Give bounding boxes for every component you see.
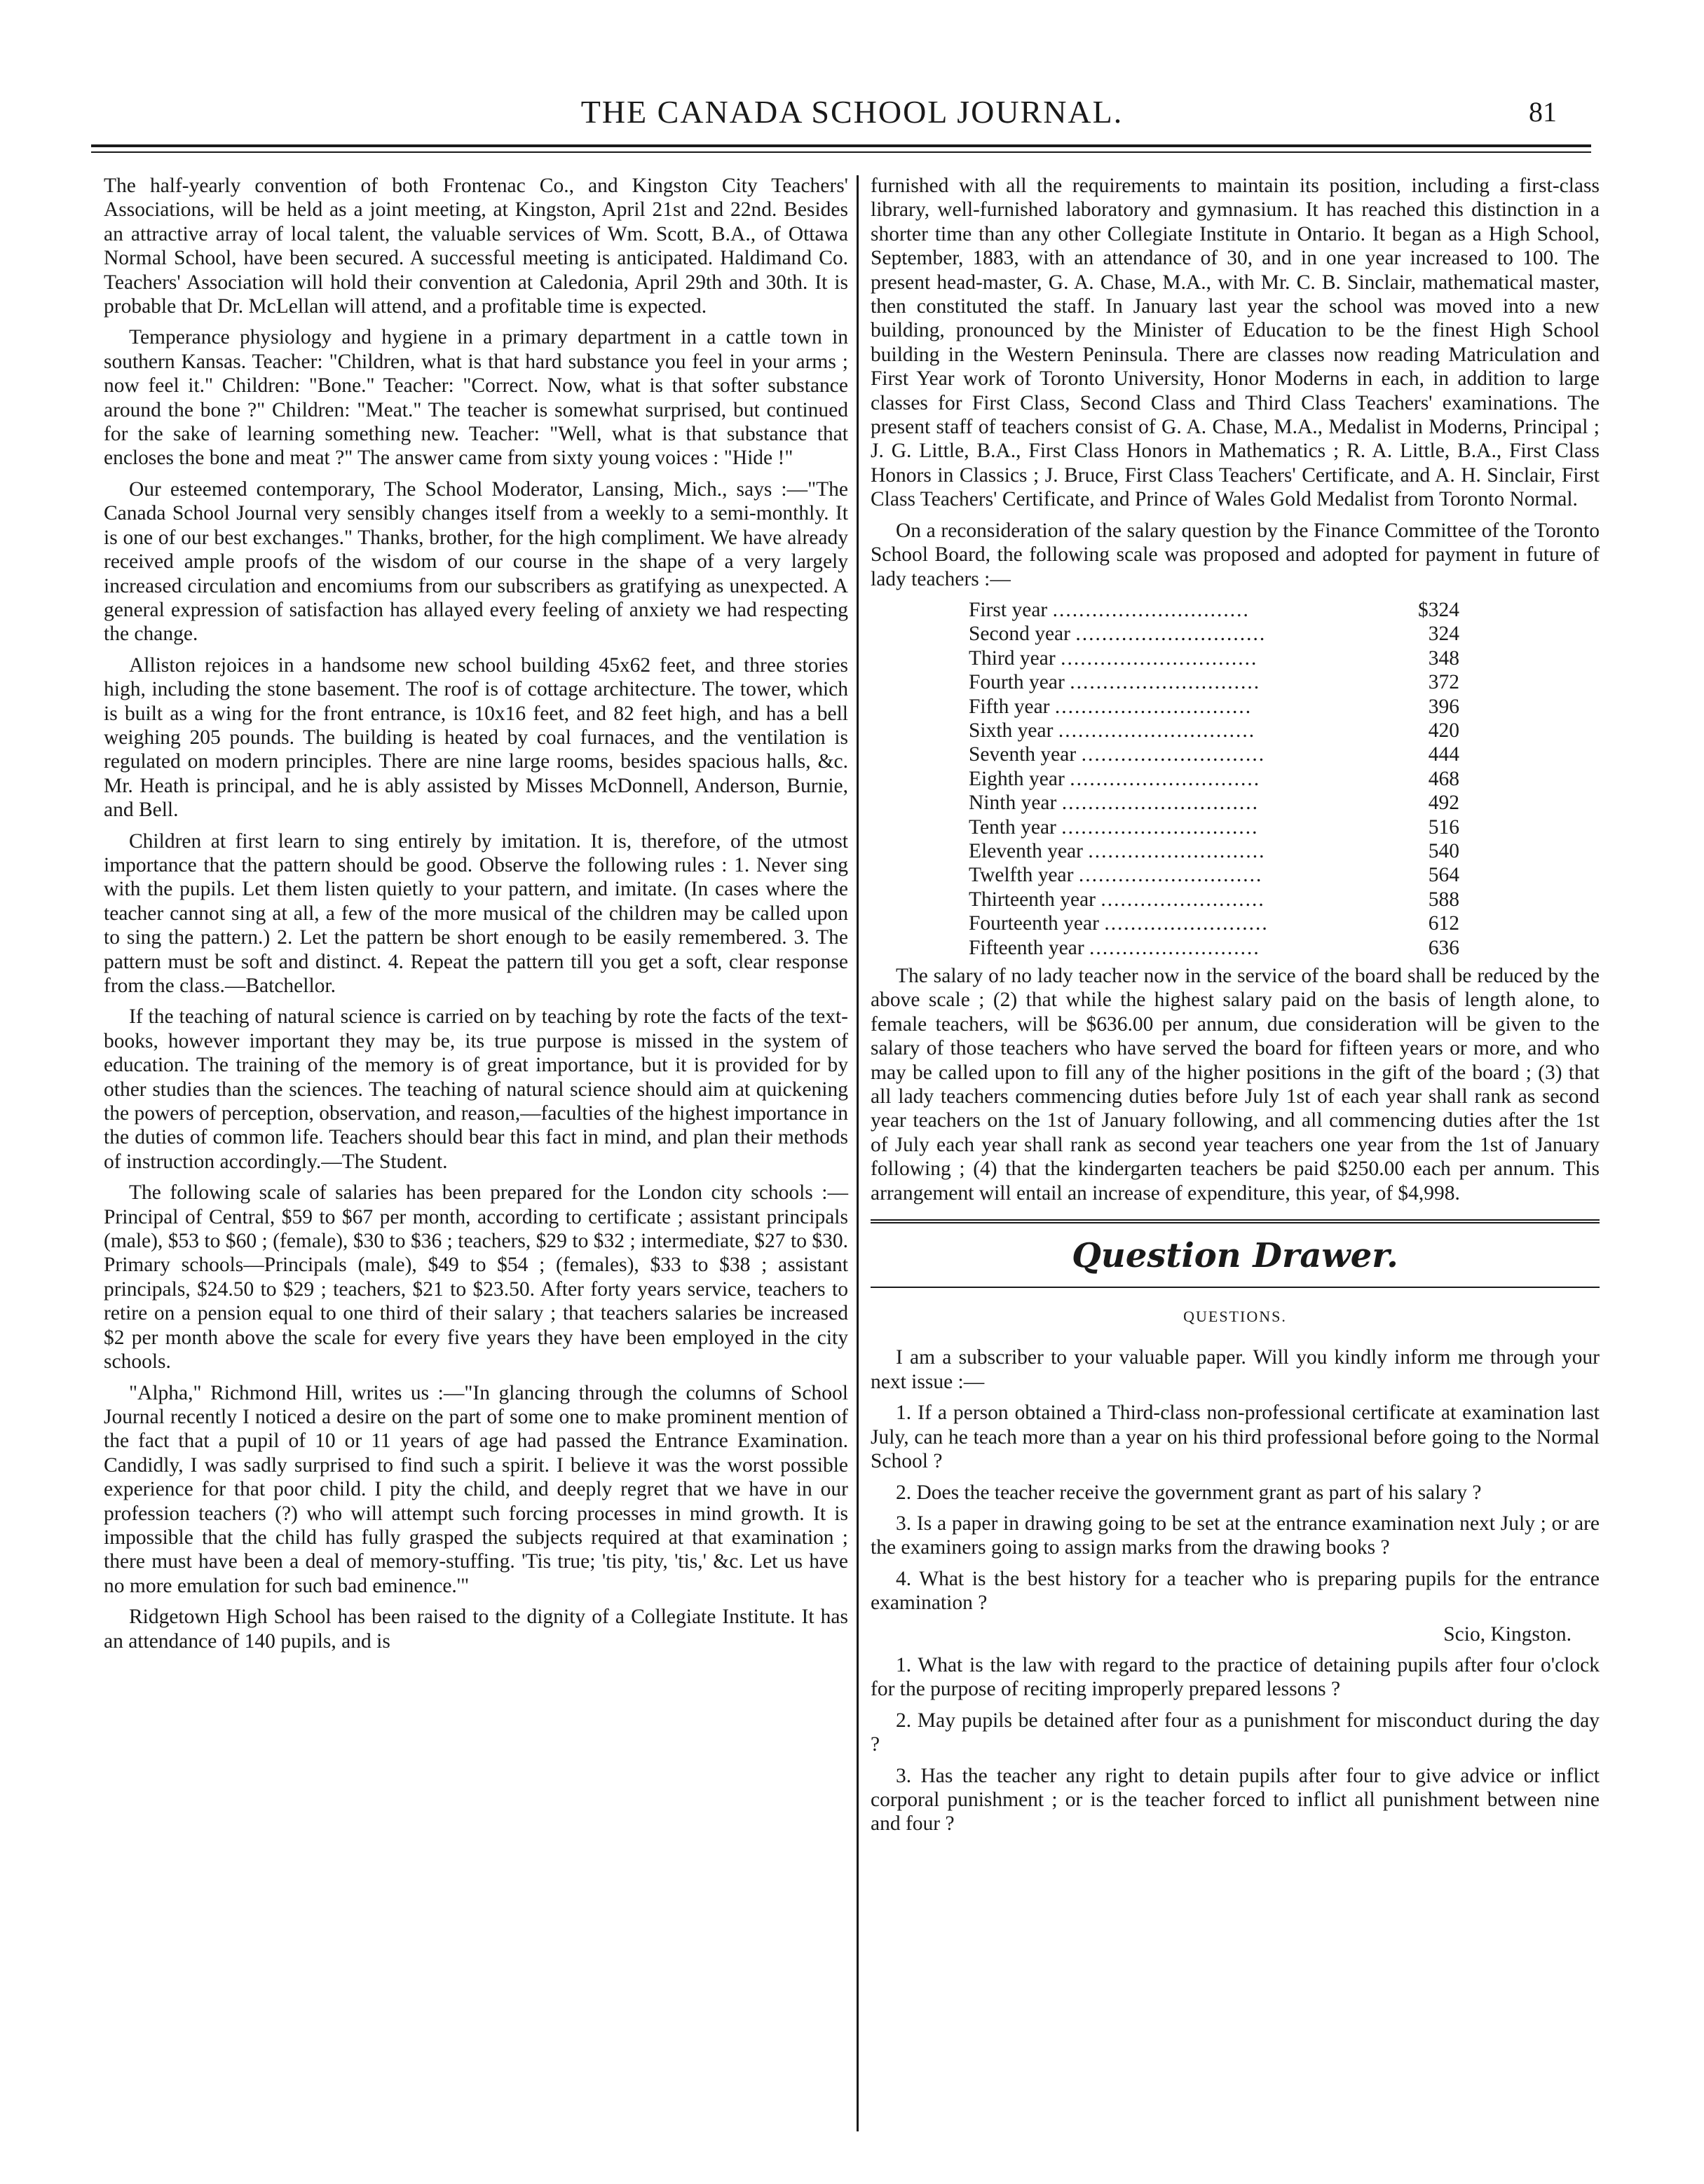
salary-year-label: Ninth year xyxy=(969,792,1057,815)
page-number: 81 xyxy=(1529,96,1557,128)
article-london-salaries: The following scale of salaries has been prepared for the London city schools :—Principal of Central, $59 to $67 per month, according to certificate ; assistant principals (male), $53 to $60 ; (female), $30 to $36 ; teachers, $29 to $32 ; intermediate, $27 to $30. Primary schools—Principals (male), $49 to $54 ; (females), $33 to $38 ; assistant principals, $24.50 to $29 ; teachers, $21 to $23.50. After forty years service, teachers to retire on a pension equal to one third of their salary ; that teachers salaries be increased $2 per month above the scale for every five years they have been employed in the city schools. xyxy=(104,1181,848,1374)
question-2: 2. Does the teacher receive the government grant as part of his salary ? xyxy=(896,1481,1482,1504)
salary-row xyxy=(969,719,1459,742)
header-rule-thick xyxy=(91,144,1591,147)
salary-row xyxy=(969,911,1459,935)
salary-amount: 636 xyxy=(1428,936,1459,959)
article-ridgetown-continued: furnished with all the requirements to maintain its position, including a first-class library, well-furnished laboratory and gymnasium. It has reached this distinction in a shorter time than any other Collegiate Institute in Ontario. It began as a High School, September, 1883, with an attendance of 30, and in one year increased to 100. The present head-master, G. A. Chase, M.A., with Mr. C. B. Sinclair, mathematical master, then constituted the staff. In January last year the school was moved into a new building, pronounced by the Minister of Education to be the finest High School building in the Western Peninsula. There are classes now reading Matriculation and First Year work of Toronto University, Honor Moderns in each, in addition to large classes for First Class, Second Class and Third Class Teachers' examinations. The present staff of teachers consist of G. A. Chase, M.A., Medalist in Moderns, Principal ; J. G. Little, B.A., First Class Honors in Mathematics ; R. A. Little, B.A., First Class Honors in Classics ; J. Bruce, First Class Teachers' Certificate, and A. H. Sinclair, First Class Teachers' Certificate, and Prince of Wales Gold Medalist from Toronto Normal. xyxy=(871,175,1600,511)
salary-year xyxy=(969,646,1347,670)
salary-row xyxy=(969,936,1459,960)
article-natural-science: If the teaching of natural science is carried on by teaching by rote the facts of the text-books, however important they may be, its true purpose is missed in the system of education. The training of the memory is of great importance, but it is provided for by other studies than the sciences. The teaching of natural science should aim at quickening the powers of perception, observation, and reason,—faculties of the highest importance in the duties of common life. Teachers should bear this fact in mind, and plan their methods of instruction accordingly.—The Student. xyxy=(104,1005,848,1173)
salary-leader-dots: .............................. xyxy=(1061,815,1259,839)
salary-year xyxy=(969,598,1347,622)
salary-leader-dots: .............................. xyxy=(1058,719,1256,742)
salary-leader-dots: ........................... xyxy=(1088,839,1266,862)
article-ridgetown: Ridgetown High School has been raised to the dignity of a Collegiate Institute. It has an attendance of 140 pupils, and is xyxy=(104,1606,848,1653)
salary-row xyxy=(969,670,1459,694)
question-drawer-title: Question Drawer. xyxy=(1072,1236,1398,1276)
salary-year-label: Twelfth year xyxy=(969,864,1074,887)
question-1: 1. If a person obtained a Third-class non-professional certificate at examination last July, can he teach more than a year on his third professional before going to the Normal School ? xyxy=(871,1402,1600,1473)
left-column xyxy=(104,174,848,1660)
salary-row xyxy=(969,742,1459,766)
salary-leader-dots: ............................. xyxy=(1070,671,1261,694)
salary-year-label: Second year xyxy=(969,623,1070,646)
salary-year-label: Eleventh year xyxy=(969,839,1083,862)
salary-year-label: Seventh year xyxy=(969,743,1077,766)
question-drawer-rule-top xyxy=(871,1219,1600,1223)
salary-leader-dots: ............................. xyxy=(1075,623,1267,646)
article-convention: The half-yearly convention of both Frontenac Co., and Kingston City Teachers' Associations, will be held as a joint meeting, at Kingston, April 21st and 22nd. Besides an attractive array of local talent, the valuable services of Wm. Scott, B.A., of Ottawa Normal School, have been secured. A successful meeting is anticipated. Haldimand Co. Teachers' Association will hold their convention at Caledonia, April 29th and 30th. It is probable that Dr. McLellan will attend, and a profitable time is expected. xyxy=(104,175,848,318)
salary-year xyxy=(969,815,1347,839)
salary-leader-dots: ............................. xyxy=(1070,767,1261,790)
salary-year xyxy=(969,839,1347,863)
right-column xyxy=(871,174,1600,1843)
salary-amount: 492 xyxy=(1428,792,1459,815)
salary-year-label: Thirteenth year xyxy=(969,888,1096,911)
salary-leader-dots: .............................. xyxy=(1052,598,1250,621)
question-3: 3. Is a paper in drawing going to be set at the entrance examination next July ; or are the examiners going to assign marks from the drawing books ? xyxy=(871,1512,1600,1559)
salary-year xyxy=(969,911,1347,935)
salary-year xyxy=(969,622,1347,646)
salary-leader-dots: .............................. xyxy=(1054,695,1253,718)
salary-year-label: First year xyxy=(969,598,1048,621)
salary-amount: 324 xyxy=(1428,623,1459,646)
salary-leader-dots: .............................. xyxy=(1061,792,1259,815)
question-6: 2. May pupils be detained after four as a punishment for misconduct during the day ? xyxy=(871,1709,1600,1756)
salary-year-label: Fourth year xyxy=(969,671,1065,694)
salary-leader-dots: .......................... xyxy=(1089,936,1260,959)
salary-year-label: Fourteenth year xyxy=(969,912,1099,935)
question-intro: I am a subscriber to your valuable paper. Will you kindly inform me through your next issue :— xyxy=(871,1346,1600,1393)
salary-row xyxy=(969,695,1459,719)
salary-year xyxy=(969,670,1347,694)
question-5: 1. What is the law with regard to the practice of detaining pupils after four o'clock for the purpose of reciting improperly prepared lessons ? xyxy=(871,1653,1600,1701)
salary-year-label: Sixth year xyxy=(969,719,1054,742)
question-4: 4. What is the best history for a teacher who is preparing pupils for the entrance examination ? xyxy=(871,1567,1600,1615)
question-signature: Scio, Kingston. xyxy=(1443,1622,1572,1646)
salary-year-label: Tenth year xyxy=(969,815,1056,839)
article-toronto-salary-intro: On a reconsideration of the salary question by the Finance Committee of the Toronto School Board, the following scale was proposed and adopted for payment in future of lady teachers :— xyxy=(871,519,1600,590)
salary-year xyxy=(969,767,1347,791)
question-drawer-rule-bottom xyxy=(871,1287,1600,1288)
salary-leader-dots: ......................... xyxy=(1104,912,1269,935)
salary-amount: 348 xyxy=(1428,646,1459,670)
salary-year-label: Fifth year xyxy=(969,695,1050,718)
salary-year-label: Eighth year xyxy=(969,767,1065,790)
salary-leader-dots: ............................ xyxy=(1078,864,1263,887)
salary-year xyxy=(969,936,1347,960)
article-alliston: Alliston rejoices in a handsome new school building 45x62 feet, and three stories high, including the stone basement. The roof is of cottage architecture. The tower, which is built as a wing for the front entrance, is 10x16 feet, and 82 feet high, and has a bell weighing 205 pounds. The building is heated by coal furnaces, and the ventilation is regulated on modern principles. There are nine large rooms, besides spacious halls, &c. Mr. Heath is principal, and he is ably assisted by Misses McDonnell, Anderson, Burnie, and Bell. xyxy=(104,653,848,822)
journal-title: THE CANADA SCHOOL JOURNAL. xyxy=(580,94,1124,130)
salary-year xyxy=(969,791,1347,815)
salary-amount: 540 xyxy=(1428,839,1459,862)
salary-amount: 444 xyxy=(1428,743,1459,766)
salary-year-label: Fifteenth year xyxy=(969,936,1084,959)
masthead xyxy=(0,91,1704,133)
salary-year xyxy=(969,888,1347,911)
salary-leader-dots: .............................. xyxy=(1061,646,1258,670)
salary-row xyxy=(969,863,1459,887)
article-alpha-letter: "Alpha," Richmond Hill, writes us :—"In glancing through the columns of School Journal recently I noticed a desire on the part of some one to make prominent mention of the fact that a pupil of 10 or 11 years of age had passed the Entrance Examination. Candidly, I was sadly surprised to find such a spirit. I believe it was the worst possible experience for that poor child. I pity the child, and deeply regret that we have in our profession teachers (?) who will attempt such forcing processes in mind growth. It is impossible that the child has fully grasped the subjects required at that examination ; there must have been a deal of memory-stuffing. 'Tis true; 'tis pity, 'tis,' &c. Let us have no more emulation for such bad eminence.'" xyxy=(104,1381,848,1597)
header-rule-thin xyxy=(91,151,1591,153)
salary-row xyxy=(969,646,1459,670)
column-divider xyxy=(857,175,859,2131)
article-singing: Children at first learn to sing entirely by imitation. It is, therefore, of the utmost importance that the pattern should be good. Observe the following rules : 1. Never sing with the pupils. Let them listen quietly to your pattern, and imitate. (In cases where the teacher cannot sing at all, a few of the more musical of the children may be called upon to sing the pattern.) 2. Let the pattern be short enough to be easily remembered. 3. The pattern must be soft and distinct. 4. Repeat the pattern till you get a soft, clear response from the class.—Batchellor. xyxy=(104,829,848,997)
salary-amount: $324 xyxy=(1418,598,1459,621)
article-toronto-salary-terms: The salary of no lady teacher now in the service of the board shall be reduced by the above scale ; (2) that while the highest salary paid on the basis of length alone, to female teachers, will be $636.00 per annum, due consideration will be given to the salary of those teachers who have served the board for fifteen years or more, and who may be called upon to fill any of the higher positions in the gift of the board ; (3) that all lady teachers commencing duties before July 1st of each year shall rank as second year teachers on the 1st of January following, and all commencing duties after the 1st of July each year shall rank as second year teachers one year from the 1st of January following ; (4) that the kindergarten teachers be paid $250.00 each per annum. This arrangement will entail an increase of expenditure, this year, of $4,998. xyxy=(871,965,1600,1205)
question-7: 3. Has the teacher any right to detain pupils after four to give advice or inflict corporal punishment ; or is the teacher forced to inflict all punishment between nine and four ? xyxy=(871,1764,1600,1836)
salary-row xyxy=(969,888,1459,911)
salary-leader-dots: ............................ xyxy=(1081,743,1266,766)
salary-year xyxy=(969,719,1347,742)
salary-amount: 588 xyxy=(1428,888,1459,911)
salary-row xyxy=(969,815,1459,839)
salary-row xyxy=(969,622,1459,646)
article-temperance: Temperance physiology and hygiene in a primary department in a cattle town in southern Kansas. Teacher: "Children, what is that hard substance you feel in your arms ; now feel it." Children: "Bone." Teacher: "Correct. Now, what is that softer substance around the bone ?" Children: "Meat." The teacher is somewhat surprised, but continued for the sake of learning something new. Teacher: "Well, what is that substance that encloses the bone and meat ?" The answer came from sixty young voices : "Hide !" xyxy=(104,326,848,470)
article-school-moderator: Our esteemed contemporary, The School Moderator, Lansing, Mich., says :—"The Canada School Journal very sensibly changes itself from a weekly to a semi-monthly. It is one of our best exchanges." Thanks, brother, for the high compliment. We have already received ample proofs of the wisdom of our course in the shape of a very largely increased circulation and encomiums from our subscribers as gratifying as unexpected. A general expression of satisfaction has allayed every feeling of anxiety we had respecting the change. xyxy=(104,477,848,646)
salary-year xyxy=(969,695,1347,719)
salary-amount: 516 xyxy=(1428,815,1459,839)
salary-amount: 372 xyxy=(1428,671,1459,694)
salary-amount: 612 xyxy=(1428,912,1459,935)
salary-year-label: Third year xyxy=(969,646,1056,670)
salary-row xyxy=(969,839,1459,863)
salary-year xyxy=(969,742,1347,766)
salary-amount: 468 xyxy=(1428,767,1459,790)
salary-amount: 396 xyxy=(1428,695,1459,718)
salary-row xyxy=(969,767,1459,791)
salary-amount: 420 xyxy=(1428,719,1459,742)
salary-leader-dots: ......................... xyxy=(1100,888,1265,911)
salary-amount: 564 xyxy=(1428,864,1459,887)
salary-year xyxy=(969,863,1347,887)
salary-scale-table xyxy=(969,598,1459,960)
salary-row xyxy=(969,791,1459,815)
questions-subheading: QUESTIONS. xyxy=(1183,1308,1287,1326)
salary-row xyxy=(969,598,1459,622)
